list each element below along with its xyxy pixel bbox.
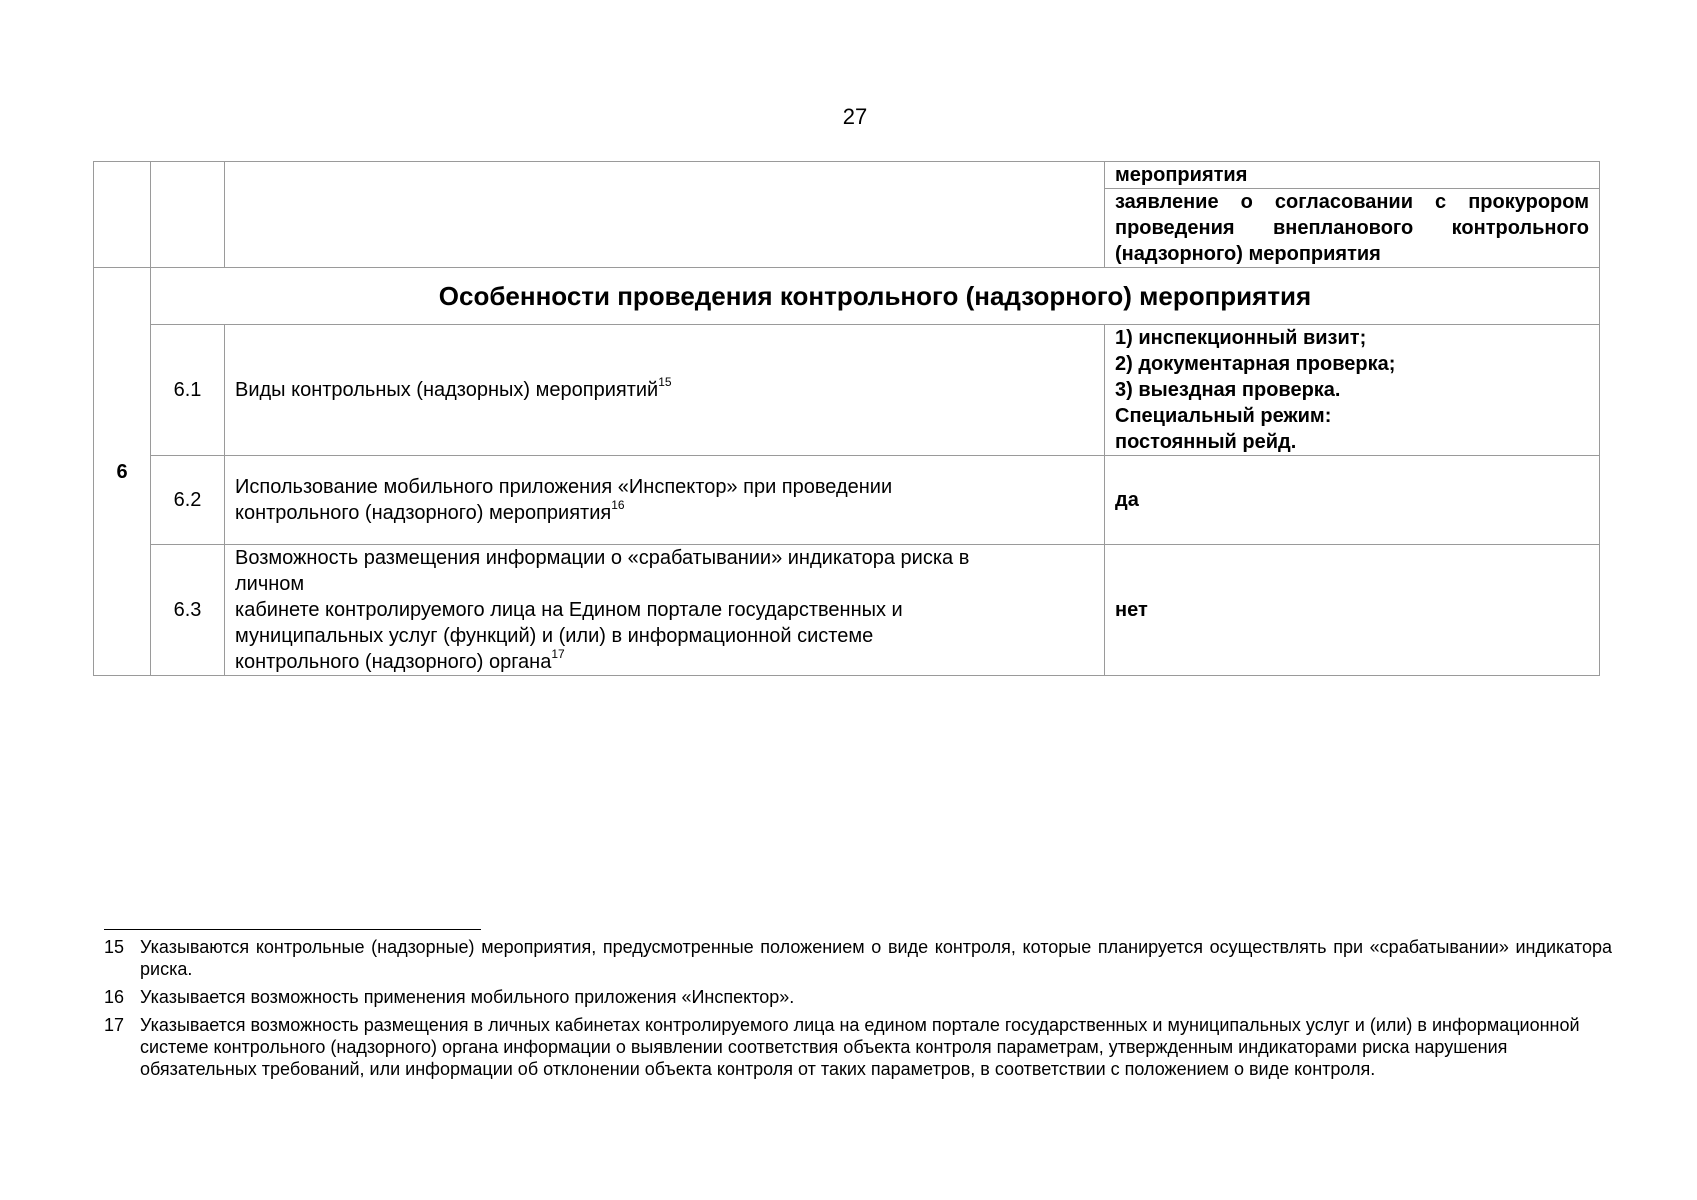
table-row bbox=[94, 545, 1600, 676]
table-row-continuation bbox=[94, 162, 1600, 268]
footnote-number: 16 bbox=[104, 987, 125, 1007]
row-description-line: муниципальных услуг (функций) и (или) в информационной системе bbox=[235, 625, 874, 647]
footnote bbox=[104, 936, 1612, 980]
footnote-text: Указываются контрольные (надзорные) мероприятия, предусмотренные положением о виде контроля, которые планируется осуществлять при «срабатывании» индикатора риска. bbox=[140, 937, 1612, 979]
section-number: 6 bbox=[94, 268, 151, 676]
row-number: 6.3 bbox=[151, 545, 225, 676]
footnote-ref[interactable]: 17 bbox=[551, 647, 565, 662]
footnotes bbox=[104, 936, 1612, 1086]
row-description bbox=[225, 456, 1105, 545]
footnote bbox=[104, 986, 1612, 1008]
row-description bbox=[225, 545, 1105, 676]
row-value bbox=[1105, 325, 1600, 456]
section-title-row bbox=[94, 268, 1600, 325]
row-value: да bbox=[1105, 456, 1600, 545]
footnote bbox=[104, 1014, 1612, 1080]
requirements-table bbox=[93, 161, 1600, 676]
value-line: 1) инспекционный визит; bbox=[1115, 327, 1367, 349]
footnote-number: 15 bbox=[104, 937, 125, 957]
row-description-line: контрольного (надзорного) мероприятия bbox=[235, 502, 612, 524]
row-description bbox=[225, 325, 1105, 456]
row-description-line: личном bbox=[235, 573, 305, 595]
table-row bbox=[94, 325, 1600, 456]
page-number: 27 bbox=[842, 104, 868, 129]
row-number: 6.2 bbox=[151, 456, 225, 545]
value-line: Специальный режим: bbox=[1115, 405, 1332, 427]
continuation-line2: заявление о согласовании с прокурором проведения внепланового контрольного (надзорного) мероприятия bbox=[1115, 191, 1589, 265]
row-description-line: кабинете контролируемого лица на Едином портале государственных и bbox=[235, 599, 903, 621]
empty-cell bbox=[94, 162, 151, 268]
section-title: Особенности проведения контрольного (надзорного) мероприятия bbox=[151, 268, 1600, 325]
row-description-line: Использование мобильного приложения «Инспектор» при проведении bbox=[235, 476, 893, 498]
row-value: нет bbox=[1105, 545, 1600, 676]
empty-cell bbox=[151, 162, 225, 268]
value-line: 2) документарная проверка; bbox=[1115, 353, 1396, 375]
footnote-ref[interactable]: 15 bbox=[658, 375, 672, 390]
value-line: 3) выездная проверка. bbox=[1115, 379, 1341, 401]
table-row bbox=[94, 456, 1600, 545]
footnote-text: Указывается возможность применения мобильного приложения «Инспектор». bbox=[140, 987, 795, 1007]
row-description-line: Возможность размещения информации о «срабатывании» индикатора риска в bbox=[235, 547, 970, 569]
row-description-text: Виды контрольных (надзорных) мероприятий bbox=[235, 379, 659, 401]
footnote-ref[interactable]: 16 bbox=[611, 498, 625, 513]
row-number: 6.1 bbox=[151, 325, 225, 456]
continuation-cell bbox=[1105, 162, 1600, 268]
footnote-separator bbox=[104, 929, 481, 930]
footnote-text: Указывается возможность размещения в личных кабинетах контролируемого лица на едином портале государственных и муниципальных услуг и (или) в информационной системе контрольного (надзорного) органа информации о выявлении соответствия объекта контроля параметрам, утвержденным индикаторами риска нарушения обязательных требований, или информации об отклонении объекта контроля от таких параметров, в соответствии с положением о виде контроля. bbox=[140, 1015, 1580, 1079]
row-description-line: контрольного (надзорного) органа bbox=[235, 651, 552, 673]
value-line: постоянный рейд. bbox=[1115, 431, 1297, 453]
continuation-line1: мероприятия bbox=[1105, 162, 1599, 189]
footnote-number: 17 bbox=[104, 1015, 125, 1035]
empty-cell bbox=[225, 162, 1105, 268]
